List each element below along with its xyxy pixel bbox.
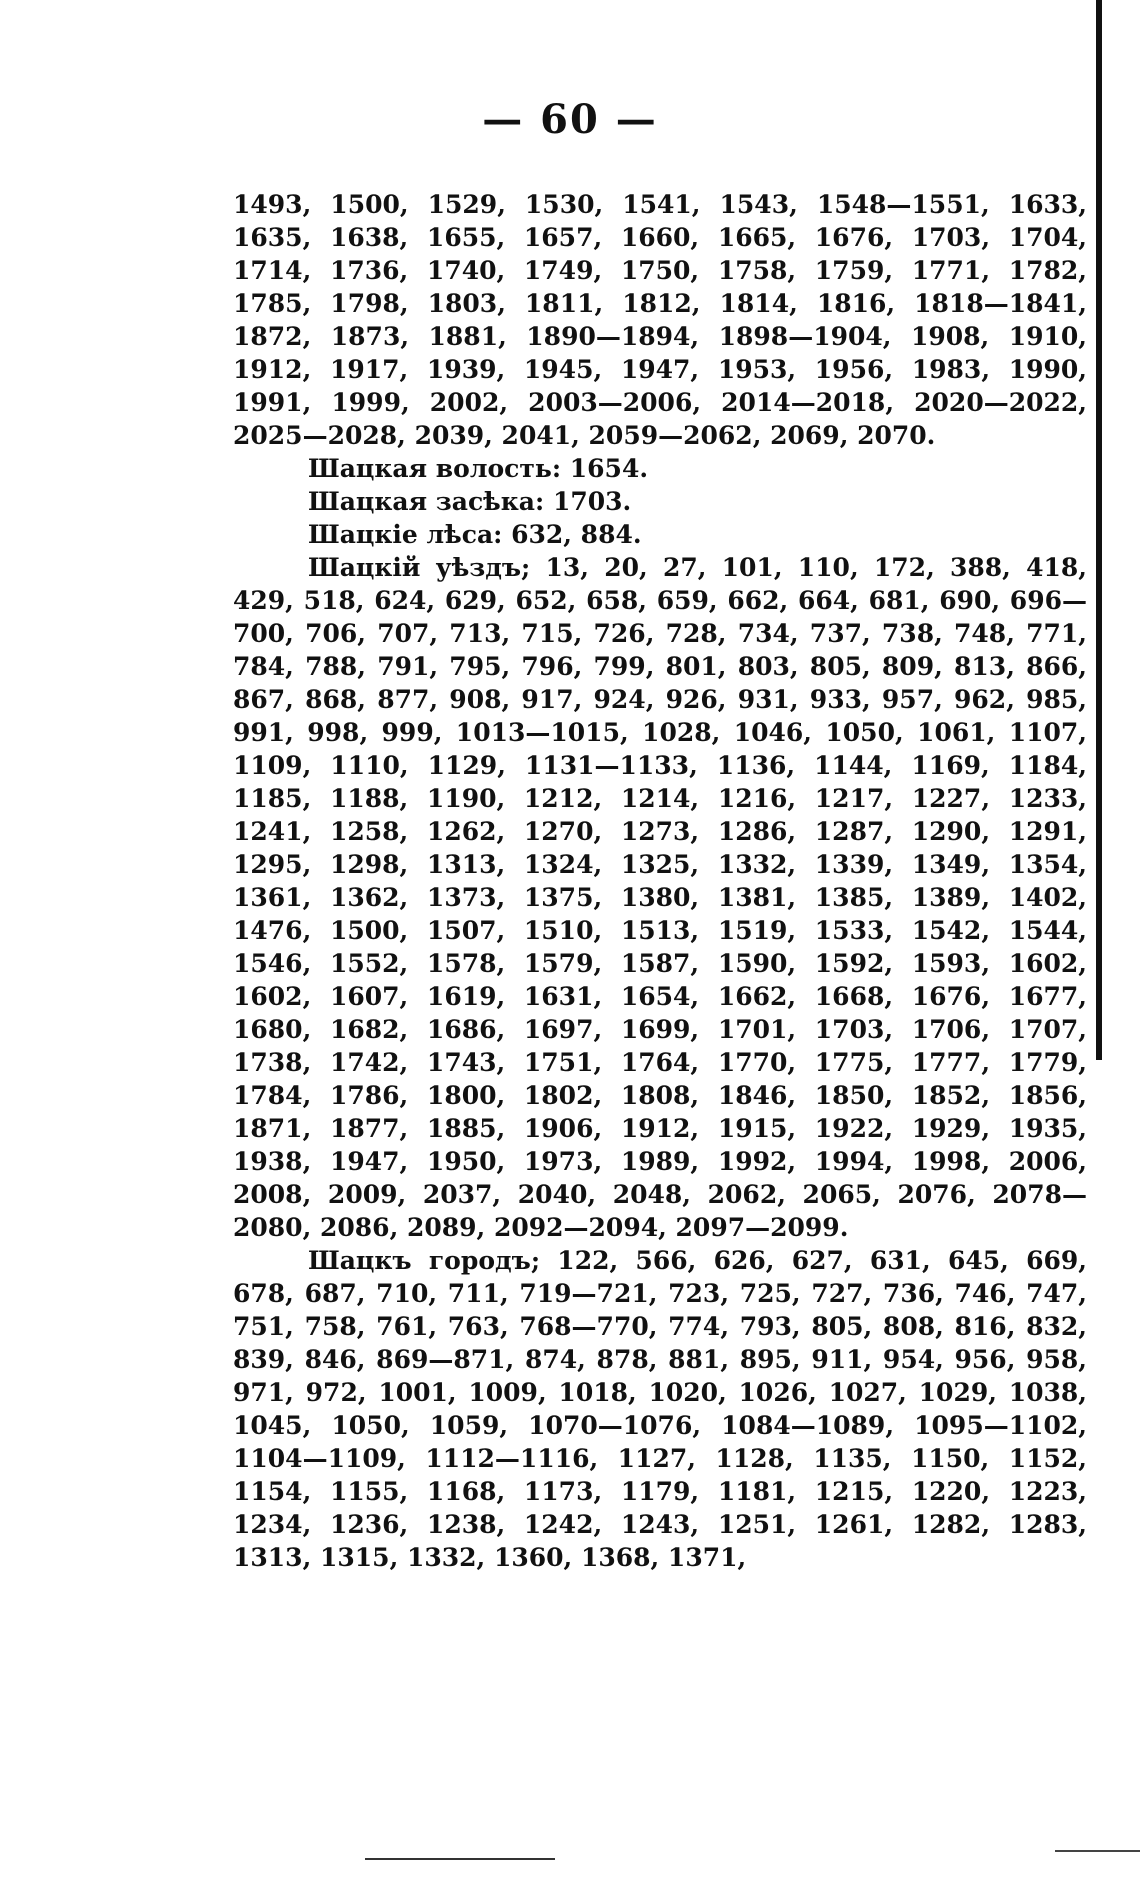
- bottom-rule-right: [1055, 1850, 1140, 1852]
- entry-heading: Шацкіе лѣса:: [308, 520, 503, 549]
- entry-heading: Шацкая волость:: [308, 454, 562, 483]
- index-entry: [233, 551, 1087, 1244]
- entry-refs: 1654.: [561, 454, 649, 483]
- entry-heading: Шацкъ городъ;: [308, 1246, 541, 1275]
- continuation-paragraph: 1493, 1500, 1529, 1530, 1541, 1543, 1548—1551, 1633, 1635, 1638, 1655, 1657, 1660, 1665, 1676, 1703, 1704, 1714, 1736, 1740, 1749, 1750, 1758, 1759, 1771, 1782, 1785, 1798, 1803, 1811, 1812, 1814, 1816, 1818—1841, 1872, 1873, 1881, 1890—1894, 1898—1904, 1908, 1910, 1912, 1917, 1939, 1945, 1947, 1953, 1956, 1983, 1990, 1991, 1999, 2002, 2003—2006, 2014—2018, 2020—2022, 2025—2028, 2039, 2041, 2059—2062, 2069, 2070.: [233, 190, 1087, 450]
- entry-refs: 632, 884.: [502, 520, 642, 549]
- index-entry: [233, 1244, 1087, 1574]
- index-entry: [233, 485, 1087, 518]
- entry-refs: 122, 566, 626, 627, 631, 645, 669, 678, 687, 710, 711, 719—721, 723, 725, 727, 736, 746, 747, 751, 758, 761, 763, 768—770, 774, 793, 805, 808, 816, 832, 839, 846, 869—871, 874, 878, 881, 895, 911, 954, 956, 958, 971, 972, 1001, 1009, 1018, 1020, 1026, 1027, 1029, 1038, 1045, 1050, 1059, 1070—1076, 1084—1089, 1095—1102, 1104—1109, 1112—1116, 1127, 1128, 1135, 1150, 1152, 1154, 1155, 1168, 1173, 1179, 1181, 1215, 1220, 1223, 1234, 1236, 1238, 1242, 1243, 1251, 1261, 1282, 1283, 1313, 1315, 1332, 1360, 1368, 1371,: [233, 1246, 1087, 1572]
- margin-rule: [1096, 0, 1102, 1060]
- index-entry: [233, 518, 1087, 551]
- page-number: — 60 —: [482, 96, 658, 143]
- index-content: [233, 188, 1087, 1574]
- entry-heading: Шацкая засѣка:: [308, 487, 545, 516]
- entry-refs: 13, 20, 27, 101, 110, 172, 388, 418, 429, 518, 624, 629, 652, 658, 659, 662, 664, 681, 690, 696—700, 706, 707, 713, 715, 726, 728, 734, 737, 738, 748, 771, 784, 788, 791, 795, 796, 799, 801, 803, 805, 809, 813, 866, 867, 868, 877, 908, 917, 924, 926, 931, 933, 957, 962, 985, 991, 998, 999, 1013—1015, 1028, 1046, 1050, 1061, 1107, 1109, 1110, 1129, 1131—1133, 1136, 1144, 1169, 1184, 1185, 1188, 1190, 1212, 1214, 1216, 1217, 1227, 1233, 1241, 1258, 1262, 1270, 1273, 1286, 1287, 1290, 1291, 1295, 1298, 1313, 1324, 1325, 1332, 1339, 1349, 1354, 1361, 1362, 1373, 1375, 1380, 1381, 1385, 1389, 1402, 1476, 1500, 1507, 1510, 1513, 1519, 1533, 1542, 1544, 1546, 1552, 1578, 1579, 1587, 1590, 1592, 1593, 1602, 1602, 1607, 1619, 1631, 1654, 1662, 1668, 1676, 1677, 1680, 1682, 1686, 1697, 1699, 1701, 1703, 1706, 1707, 1738, 1742, 1743, 1751, 1764, 1770, 1775, 1777, 1779, 1784, 1786, 1800, 1802, 1808, 1846, 1850, 1852, 1856, 1871, 1877, 1885, 1906, 1912, 1915, 1922, 1929, 1935, 1938, 1947, 1950, 1973, 1989, 1992, 1994, 1998, 2006, 2008, 2009, 2037, 2040, 2048, 2062, 2065, 2076, 2078—2080, 2086, 2089, 2092—2094, 2097—2099.: [233, 553, 1087, 1242]
- bottom-rule: [365, 1858, 555, 1860]
- entry-refs: 1703.: [544, 487, 632, 516]
- index-entry: [233, 452, 1087, 485]
- entry-heading: Шацкій уѣздъ;: [308, 553, 531, 582]
